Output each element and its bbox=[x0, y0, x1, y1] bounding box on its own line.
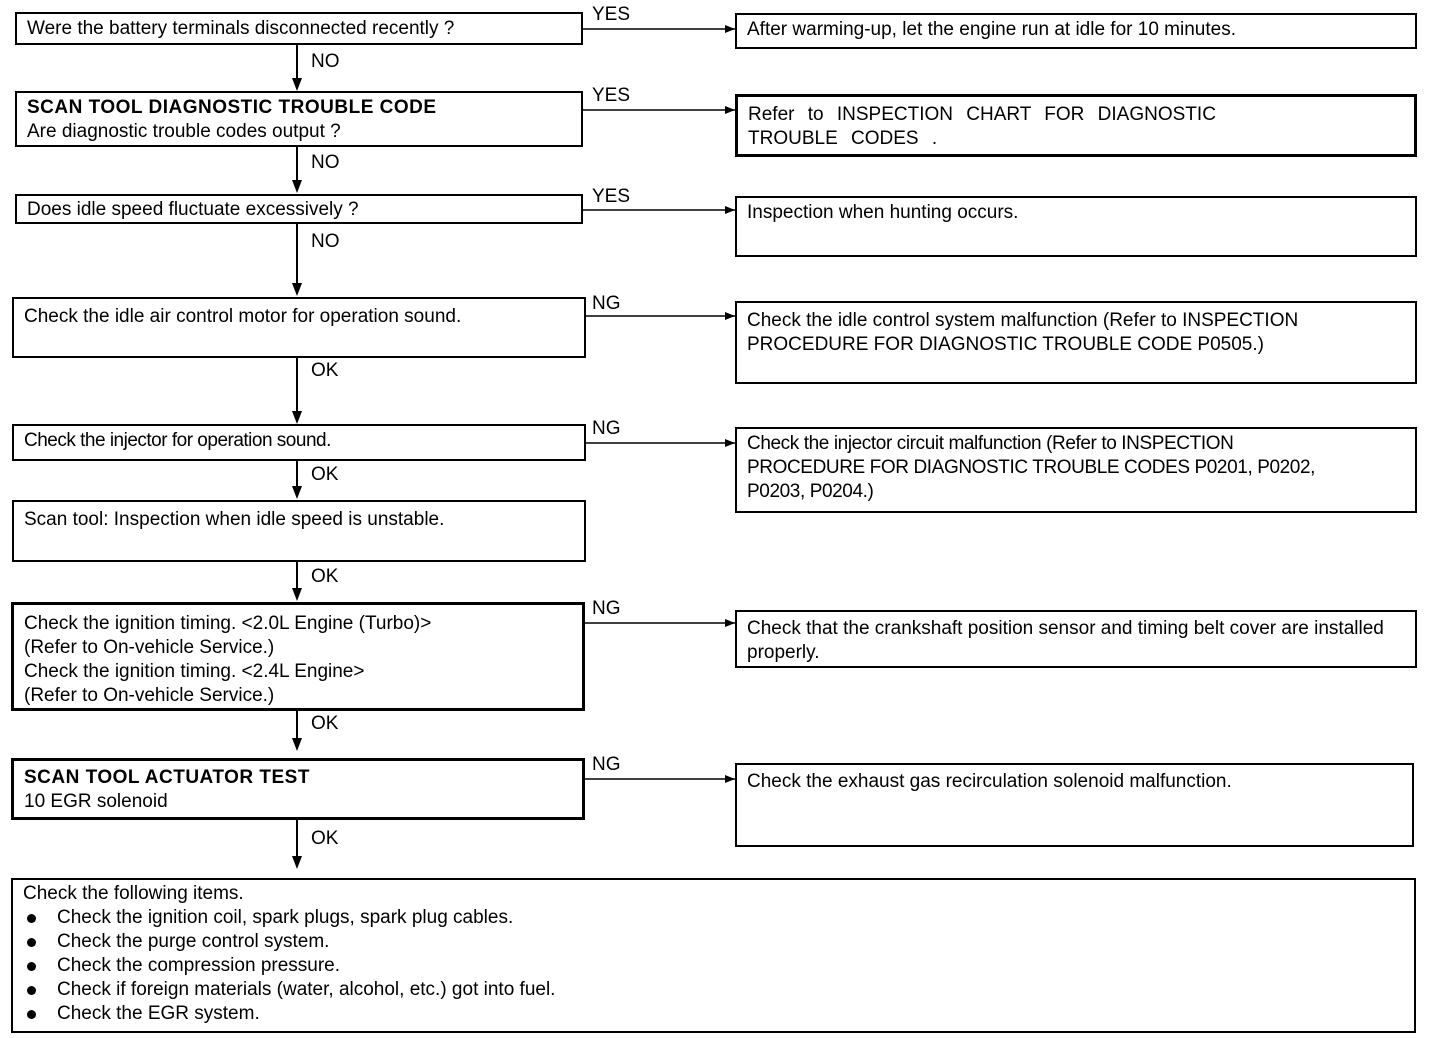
check-item: Check the compression pressure. bbox=[23, 954, 1404, 978]
scan-tool-dtc-box bbox=[15, 91, 583, 147]
no-label: NO bbox=[311, 51, 340, 72]
result-text: Check that the crankshaft position sensor and timing belt cover are installed properly. bbox=[747, 618, 1384, 663]
final-checks-box bbox=[11, 878, 1416, 1033]
hunting-result-box bbox=[735, 196, 1417, 257]
step-text: (Refer to On-vehicle Service.) bbox=[24, 685, 275, 706]
warm-up-result-box bbox=[735, 13, 1417, 49]
step-text: Check the ignition timing. <2.4L Engine> bbox=[24, 661, 365, 682]
result-text: Refer to INSPECTION CHART FOR DIAGNOSTIC TROUBLE CODES . bbox=[748, 104, 1216, 149]
step-text: Check the ignition timing. <2.0L Engine (Turbo)> bbox=[24, 613, 432, 634]
step-text: Were the battery terminals disconnected recently ? bbox=[27, 18, 455, 39]
check-item: Check if foreign materials (water, alcohol, etc.) got into fuel. bbox=[23, 978, 1404, 1002]
iac-motor-check-box bbox=[12, 297, 586, 358]
ng-label: NG bbox=[592, 598, 621, 619]
step-text: Are diagnostic trouble codes output ? bbox=[27, 121, 341, 142]
step-text: Check the injector for operation sound. bbox=[24, 430, 331, 451]
ok-label: OK bbox=[311, 464, 339, 485]
check-item: Check the ignition coil, spark plugs, spark plug cables. bbox=[23, 906, 1404, 930]
egr-solenoid-result-box bbox=[735, 763, 1414, 847]
result-text: Inspection when hunting occurs. bbox=[747, 202, 1019, 223]
scan-tool-unstable-box bbox=[12, 500, 586, 562]
yes-label: YES bbox=[592, 186, 631, 207]
ng-label: NG bbox=[592, 293, 621, 314]
ok-label: OK bbox=[311, 566, 339, 587]
dtc-chart-result-box bbox=[735, 94, 1417, 157]
actuator-test-box bbox=[11, 758, 585, 820]
step-title: SCAN TOOL DIAGNOSTIC TROUBLE CODE bbox=[27, 97, 437, 118]
crankshaft-result-box bbox=[735, 610, 1417, 668]
ok-label: OK bbox=[311, 360, 339, 381]
check-item: Check the purge control system. bbox=[23, 930, 1404, 954]
result-text: Check the exhaust gas recirculation solenoid malfunction. bbox=[747, 771, 1232, 792]
battery-question-box bbox=[15, 12, 583, 45]
step-text: Scan tool: Inspection when idle speed is unstable. bbox=[24, 509, 445, 530]
check-item: Check the EGR system. bbox=[23, 1002, 1404, 1026]
ok-label: OK bbox=[311, 713, 339, 734]
step-text: Does idle speed fluctuate excessively ? bbox=[27, 199, 359, 220]
no-label: NO bbox=[311, 231, 340, 252]
result-text: Check the injector circuit malfunction (Refer to INSPECTION PROCEDURE FOR DIAGNOSTIC TROUBLE CODES P0201, P0202, P0203, P0204.) bbox=[747, 433, 1316, 502]
result-text: Check the idle control system malfunction (Refer to INSPECTION PROCEDURE FOR DIAGNOSTIC TROUBLE CODE P0505.) bbox=[747, 310, 1299, 355]
yes-label: YES bbox=[592, 85, 631, 106]
check-list bbox=[23, 906, 1404, 1026]
injector-check-box bbox=[12, 424, 586, 461]
no-label: NO bbox=[311, 152, 340, 173]
step-title: SCAN TOOL ACTUATOR TEST bbox=[24, 767, 310, 788]
final-heading: Check the following items. bbox=[23, 883, 244, 904]
ng-label: NG bbox=[592, 754, 621, 775]
yes-label: YES bbox=[592, 4, 631, 25]
step-text: 10 EGR solenoid bbox=[24, 791, 168, 812]
idle-control-result-box bbox=[735, 301, 1417, 384]
result-text: After warming-up, let the engine run at idle for 10 minutes. bbox=[747, 19, 1236, 40]
ng-label: NG bbox=[592, 418, 621, 439]
ignition-timing-box bbox=[11, 602, 585, 711]
injector-circuit-result-box bbox=[735, 427, 1417, 513]
step-text: (Refer to On-vehicle Service.) bbox=[24, 637, 275, 658]
idle-fluctuate-box bbox=[15, 194, 583, 224]
ok-label: OK bbox=[311, 828, 339, 849]
step-text: Check the idle air control motor for operation sound. bbox=[24, 306, 462, 327]
